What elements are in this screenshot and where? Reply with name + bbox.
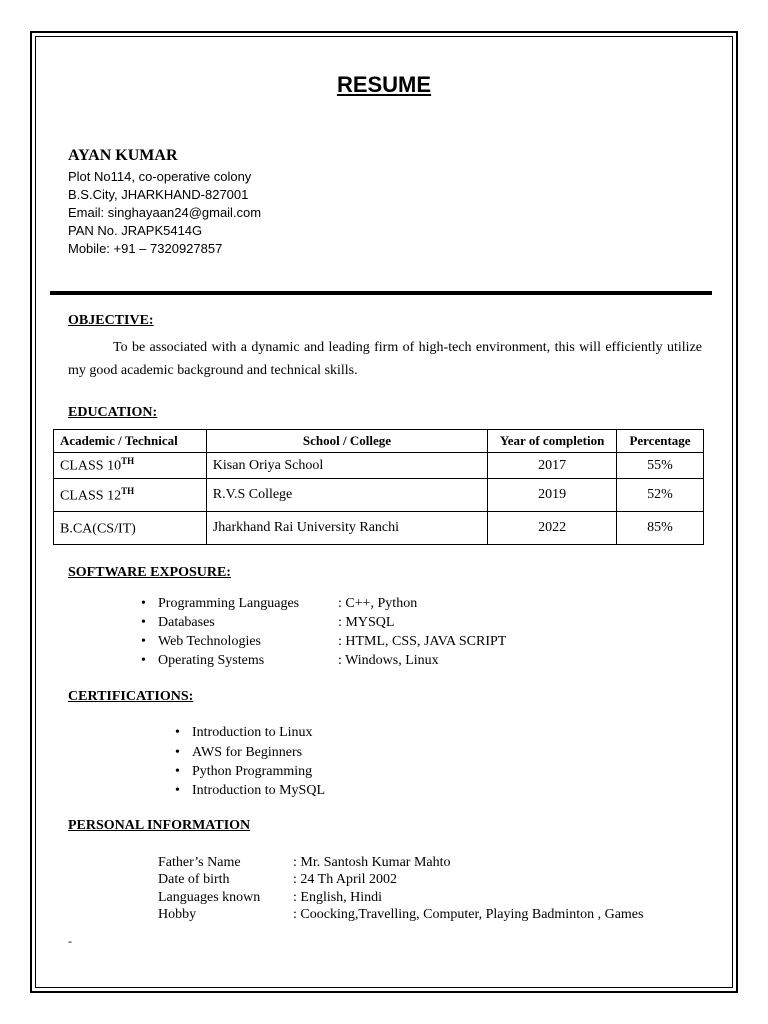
personal-label: Father’s Name — [158, 855, 241, 870]
bullet-icon: • — [175, 764, 180, 779]
column-header: Academic / Technical — [54, 430, 207, 453]
footer-mark: - — [68, 934, 72, 948]
personal-value: : Mr. Santosh Kumar Mahto — [293, 855, 451, 870]
personal-label: Languages known — [158, 890, 261, 905]
header-divider — [50, 291, 712, 295]
personal-label: Hobby — [158, 907, 197, 922]
personal-value: : English, Hindi — [293, 890, 383, 905]
column-header: Percentage — [617, 430, 704, 453]
contact-block — [68, 168, 261, 258]
candidate-name: AYAN KUMAR — [68, 147, 178, 164]
course-cell: B.CA(CS/IT) — [54, 512, 207, 545]
objective-heading: OBJECTIVE: — [68, 313, 154, 328]
objective-text: To be associated with a dynamic and leading firm of high-tech environment, this will efficiently utilize my good academic background and technical skills. — [68, 340, 702, 378]
percentage-cell: 52% — [617, 479, 704, 512]
course-cell: CLASS 10TH — [54, 453, 207, 479]
bullet-icon: • — [175, 783, 180, 798]
column-header: School / College — [206, 430, 487, 453]
software-value: : HTML, CSS, JAVA SCRIPT — [338, 634, 507, 649]
education-heading: EDUCATION: — [68, 405, 158, 420]
certification-label: Introduction to MySQL — [192, 783, 325, 798]
personal-heading: PERSONAL INFORMATION — [68, 818, 251, 833]
bullet-icon: • — [141, 653, 146, 668]
software-label: Operating Systems — [158, 653, 265, 668]
software-value: : C++, Python — [338, 596, 418, 611]
table-row — [54, 453, 704, 479]
year-cell: 2022 — [488, 512, 617, 545]
address-line-2: B.S.City, JHARKHAND-827001 — [68, 187, 249, 202]
resume-title: RESUME — [336, 72, 432, 97]
school-cell: R.V.S College — [206, 479, 487, 512]
education-table-header — [54, 430, 704, 453]
software-label: Web Technologies — [158, 634, 261, 649]
certifications-heading: CERTIFICATIONS: — [68, 689, 194, 704]
software-label: Databases — [158, 615, 215, 630]
bullet-icon: • — [175, 725, 180, 740]
personal-value: : Coocking,Travelling, Computer, Playing Badminton , Games — [293, 907, 644, 922]
table-row — [54, 512, 704, 545]
pan-line: PAN No. JRAPK5414G — [68, 223, 203, 238]
software-value: : Windows, Linux — [338, 653, 439, 668]
bullet-icon: • — [141, 634, 146, 649]
percentage-cell: 85% — [617, 512, 704, 545]
education-table — [53, 429, 704, 545]
bullet-icon: • — [141, 596, 146, 611]
software-heading: SOFTWARE EXPOSURE: — [68, 565, 231, 580]
bullet-icon: • — [175, 745, 180, 760]
personal-label: Date of birth — [158, 872, 230, 887]
bullet-icon: • — [141, 615, 146, 630]
school-cell: Jharkhand Rai University Ranchi — [206, 512, 487, 545]
software-label: Programming Languages — [158, 596, 300, 611]
personal-value: : 24 Th April 2002 — [293, 872, 397, 887]
email-line: Email: singhayaan24@gmail.com — [68, 205, 262, 220]
year-cell: 2017 — [488, 453, 617, 479]
course-cell: CLASS 12TH — [54, 479, 207, 512]
mobile-line: Mobile: +91 – 7320927857 — [68, 241, 223, 256]
certification-label: Python Programming — [192, 764, 313, 779]
address-line-1: Plot No114, co-operative colony — [68, 169, 252, 184]
certification-label: Introduction to Linux — [192, 725, 313, 740]
year-cell: 2019 — [488, 479, 617, 512]
percentage-cell: 55% — [617, 453, 704, 479]
software-value: : MYSQL — [338, 615, 395, 630]
column-header: Year of completion — [488, 430, 617, 453]
school-cell: Kisan Oriya School — [206, 453, 487, 479]
table-row — [54, 479, 704, 512]
certification-label: AWS for Beginners — [192, 745, 303, 760]
